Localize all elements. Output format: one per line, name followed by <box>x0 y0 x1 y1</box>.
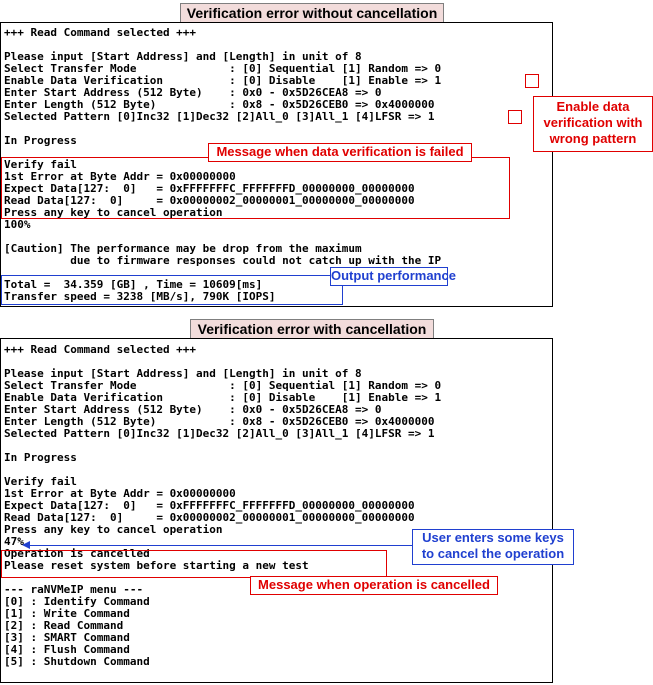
arrow-left-icon <box>22 541 30 549</box>
console-line: due to firmware responses could not catch up with the IP <box>4 254 442 267</box>
console-line: 1st Error at Byte Addr = 0x00000000 <box>4 487 236 500</box>
console-line: Total = 34.359 [GB] , Time = 10609[ms] <box>4 278 263 291</box>
pattern-value-box <box>508 110 522 124</box>
console-line: Operation is cancelled <box>4 547 150 560</box>
verify-fail-box <box>1 157 510 219</box>
console-line: [4] : Flush Command <box>4 643 130 656</box>
cancelled-box <box>1 547 387 578</box>
console-line: [3] : SMART Command <box>4 631 130 644</box>
console-line: Read Data[127: 0] = 0x00000002_00000001_00000000_00000000 <box>4 511 415 524</box>
console-line: Read Data[127: 0] = 0x00000002_00000001_00000000_00000000 <box>4 194 415 207</box>
console-line: Enable Data Verification : [0] Disable [1] Enable => 1 <box>4 391 442 404</box>
panel2-title: Verification error with cancellation <box>190 319 434 340</box>
console-line: [1] : Write Command <box>4 607 130 620</box>
console-line: +++ Read Command selected +++ <box>4 26 197 39</box>
console-line: Enter Length (512 Byte) : 0x8 - 0x5D26CEB0 => 0x4000000 <box>4 415 435 428</box>
console-line: Verify fail <box>4 475 77 488</box>
cancelled-note: Message when operation is cancelled <box>250 576 498 595</box>
console-line: 47% <box>4 535 24 548</box>
console-line: Enable Data Verification : [0] Disable [1] Enable => 1 <box>4 74 442 87</box>
console-line: Transfer speed = 3238 [MB/s], 790K [IOPS] <box>4 290 276 303</box>
user-keys-arrow <box>28 545 413 546</box>
console-line: [0] : Identify Command <box>4 595 150 608</box>
console-line: [2] : Read Command <box>4 619 124 632</box>
user-keys-note: User enters some keys to cancel the operation <box>412 529 574 565</box>
performance-box <box>1 275 343 305</box>
panel1-title: Verification error without cancellation <box>180 3 444 24</box>
console-line: --- raNVMeIP menu --- <box>4 583 144 596</box>
console-line: Please input [Start Address] and [Length] in unit of 8 <box>4 50 362 63</box>
console-line: Enter Length (512 Byte) : 0x8 - 0x5D26CEB0 => 0x4000000 <box>4 98 435 111</box>
enable-value-box <box>525 74 539 88</box>
console-line: Verify fail <box>4 158 77 171</box>
console-line: In Progress <box>4 134 77 147</box>
console-line: Please reset system before starting a new test <box>4 559 309 572</box>
console-line: In Progress <box>4 451 77 464</box>
console-line: 100% <box>4 218 31 231</box>
performance-note: Output performance <box>330 267 448 286</box>
console-line: +++ Read Command selected +++ <box>4 343 197 356</box>
console-line: Expect Data[127: 0] = 0xFFFFFFFC_FFFFFFFD_00000000_00000000 <box>4 182 415 195</box>
console-line: Please input [Start Address] and [Length] in unit of 8 <box>4 367 362 380</box>
console-line: Expect Data[127: 0] = 0xFFFFFFFC_FFFFFFFD_00000000_00000000 <box>4 499 415 512</box>
console-line: Selected Pattern [0]Inc32 [1]Dec32 [2]All_0 [3]All_1 [4]LFSR => 1 <box>4 110 435 123</box>
console-line: 1st Error at Byte Addr = 0x00000000 <box>4 170 236 183</box>
console-line: Select Transfer Mode : [0] Sequential [1] Random => 0 <box>4 62 442 75</box>
console-line: Select Transfer Mode : [0] Sequential [1] Random => 0 <box>4 379 442 392</box>
console-line: Selected Pattern [0]Inc32 [1]Dec32 [2]All_0 [3]All_1 [4]LFSR => 1 <box>4 427 435 440</box>
console-line: Enter Start Address (512 Byte) : 0x0 - 0x5D26CEA8 => 0 <box>4 403 382 416</box>
console-line: Press any key to cancel operation <box>4 206 223 219</box>
verify-fail-note: Message when data verification is failed <box>208 143 472 162</box>
console-line: [5] : Shutdown Command <box>4 655 150 668</box>
console-window-2 <box>0 338 553 683</box>
enable-verification-note: Enable data verification with wrong pattern <box>533 96 653 152</box>
console-line: Press any key to cancel operation <box>4 523 223 536</box>
console-line: [Caution] The performance may be drop from the maximum <box>4 242 362 255</box>
console-line: Enter Start Address (512 Byte) : 0x0 - 0x5D26CEA8 => 0 <box>4 86 382 99</box>
